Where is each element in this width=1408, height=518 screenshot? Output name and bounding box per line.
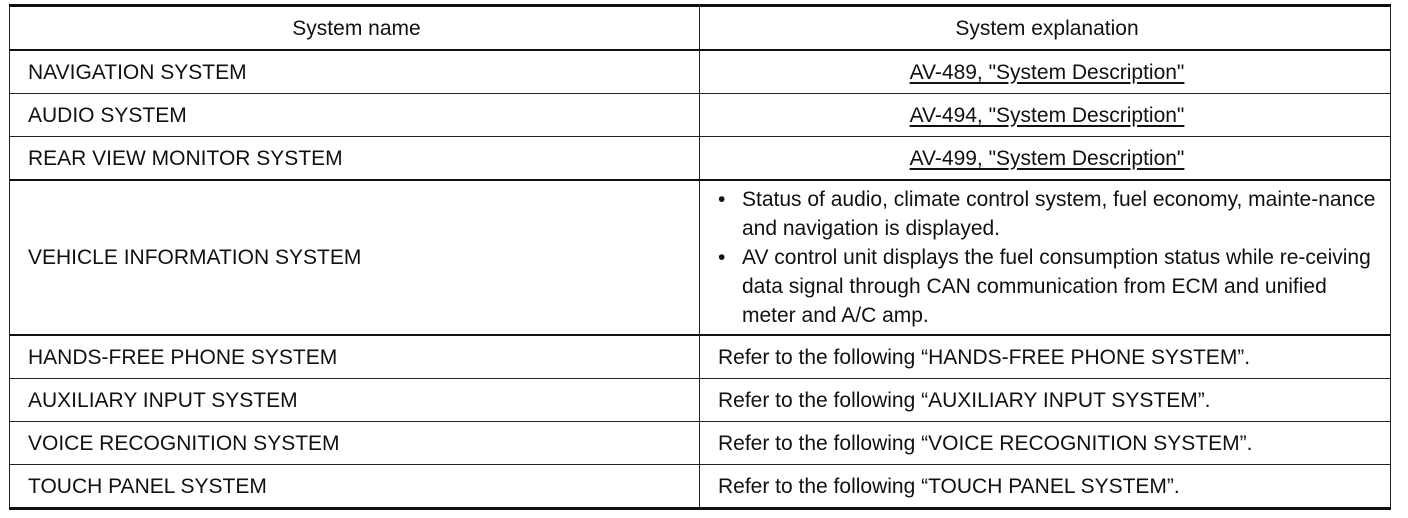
header-system-explanation: System explanation (700, 6, 1391, 51)
system-explanation-cell: Refer to the following “HANDS-FREE PHONE SYSTEM”. (700, 335, 1391, 379)
table-header-row (10, 6, 1391, 51)
system-explanation-cell: Refer to the following “TOUCH PANEL SYSTEM”. (700, 465, 1391, 509)
header-system-name: System name (10, 6, 700, 51)
bullet-item: • Status of audio, climate control system, fuel economy, mainte-nance and navigation is displayed. (718, 185, 1376, 243)
system-name-cell: VOICE RECOGNITION SYSTEM (10, 422, 700, 465)
system-name-cell: VEHICLE INFORMATION SYSTEM (10, 180, 700, 335)
system-name-cell: REAR VIEW MONITOR SYSTEM (10, 137, 700, 181)
system-explanation-cell (700, 50, 1391, 94)
audio-system-description-link[interactable]: AV-494, "System Description" (909, 103, 1185, 127)
system-explanation-cell (700, 137, 1391, 181)
rear-view-monitor-description-link[interactable]: AV-499, "System Description" (909, 146, 1185, 170)
table-row (10, 335, 1391, 379)
table-row (10, 50, 1391, 94)
system-table (9, 4, 1391, 510)
system-name-cell: AUXILIARY INPUT SYSTEM (10, 379, 700, 422)
explanation-bullet-list (718, 185, 1376, 330)
system-name-cell: AUDIO SYSTEM (10, 94, 700, 137)
table-row (10, 465, 1391, 509)
navigation-system-description-link[interactable]: AV-489, "System Description" (909, 60, 1185, 84)
system-explanation-cell: Refer to the following “VOICE RECOGNITION SYSTEM”. (700, 422, 1391, 465)
table-row (10, 137, 1391, 181)
table-row (10, 379, 1391, 422)
table-row (10, 422, 1391, 465)
system-name-cell: NAVIGATION SYSTEM (10, 50, 700, 94)
system-explanation-cell (700, 180, 1391, 335)
table-row (10, 94, 1391, 137)
system-name-cell: TOUCH PANEL SYSTEM (10, 465, 700, 509)
table-row (10, 180, 1391, 335)
system-explanation-cell (700, 94, 1391, 137)
bullet-item: • AV control unit displays the fuel consumption status while re-ceiving data signal through CAN communication from ECM and unified meter and A/C amp. (718, 243, 1376, 330)
system-explanation-cell: Refer to the following “AUXILIARY INPUT SYSTEM”. (700, 379, 1391, 422)
system-name-cell: HANDS-FREE PHONE SYSTEM (10, 335, 700, 379)
